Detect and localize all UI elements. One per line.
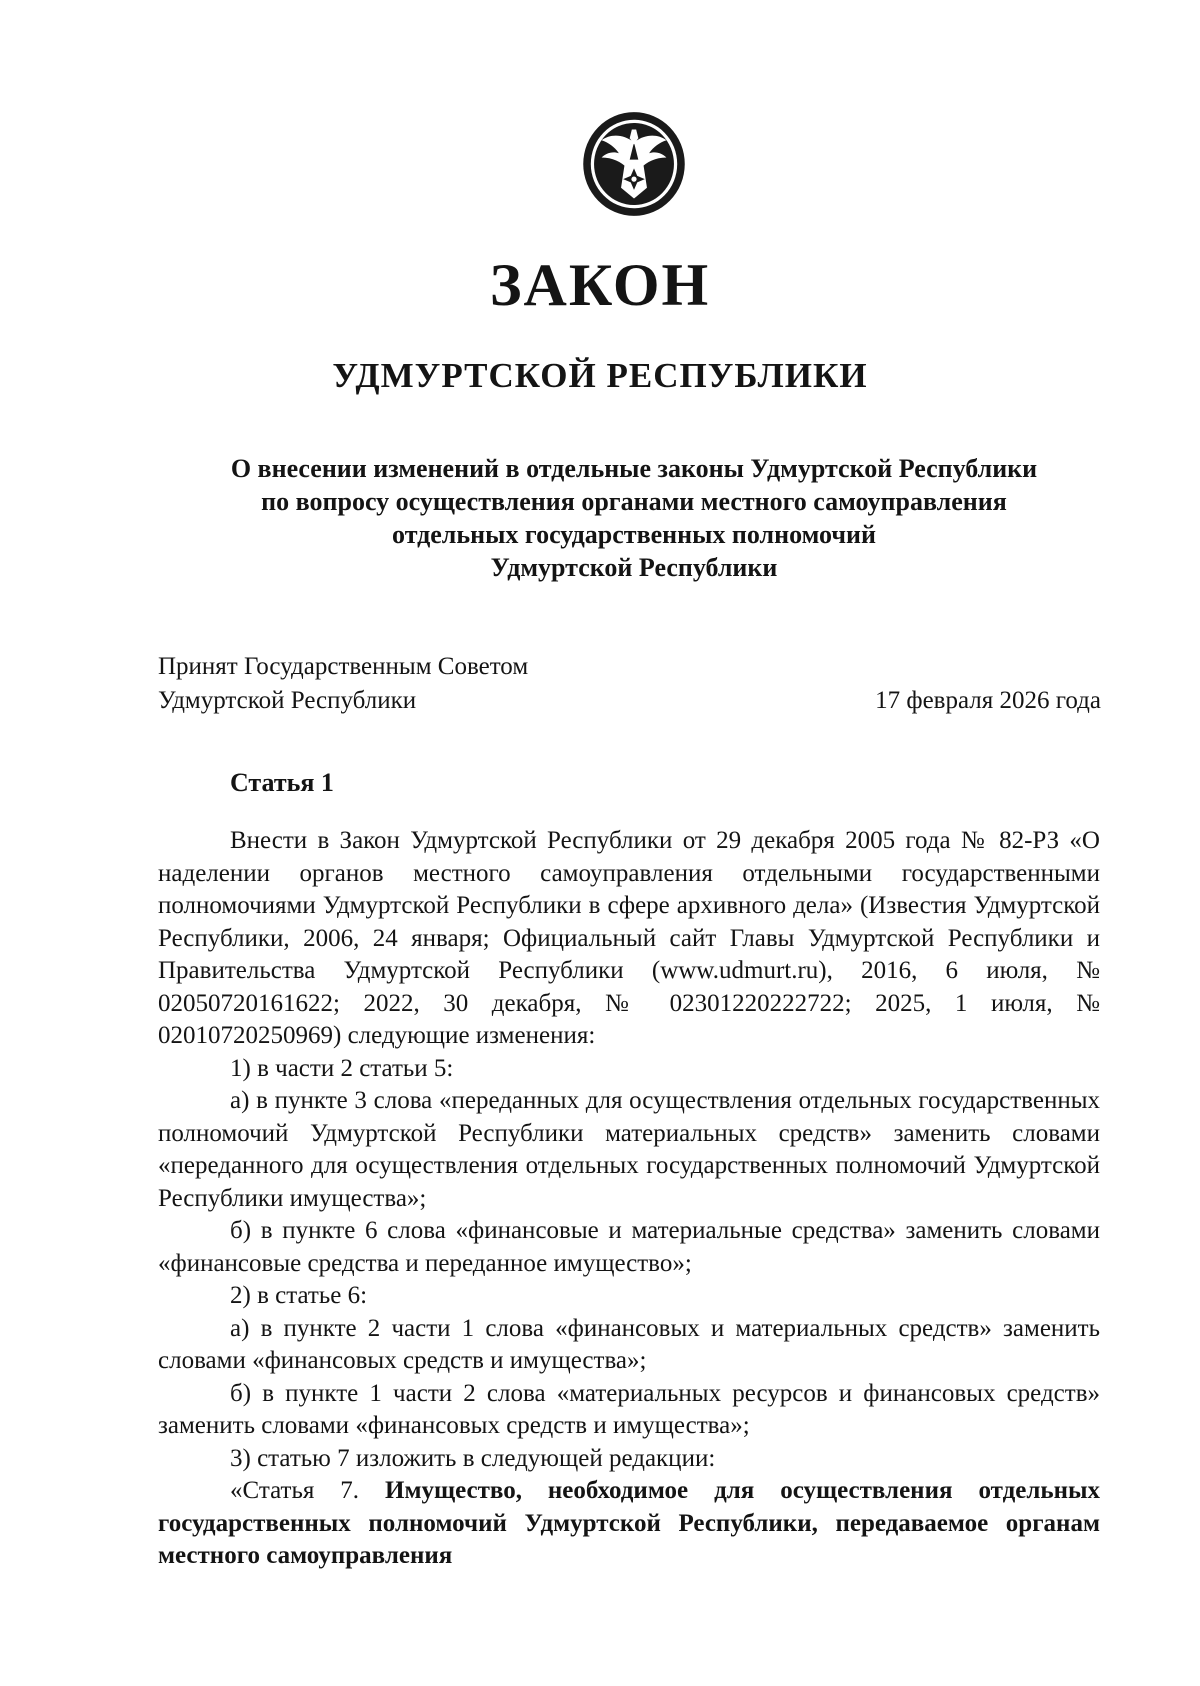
paragraph: а) в пункте 2 части 1 слова «финансовых и материальных средств» заменить словами «финансовых средств и имущества»; [158, 1314, 1100, 1374]
law-name-line: отдельных государственных полномочий [392, 520, 876, 549]
paragraph: 2) в статье 6: [230, 1282, 368, 1309]
adoption-line: Удмуртской Республики [158, 687, 417, 714]
document-subtitle: УДМУРТСКОЙ РЕСПУБЛИКИ [332, 356, 868, 395]
law-name-line: Удмуртской Республики [490, 553, 778, 582]
adoption-line: Принят Государственным Советом [158, 653, 529, 680]
law-name-line: по вопросу осуществления органами местного самоуправления [261, 487, 1007, 516]
paragraph: 1) в части 2 статьи 5: [230, 1054, 454, 1082]
coat-of-arms-icon [580, 110, 688, 218]
adoption-date: 17 февраля 2026 года [875, 687, 1101, 714]
paragraph: б) в пункте 6 слова «финансовые и материальные средства» заменить словами «финансовые средства и переданное имущество»; [158, 1217, 1100, 1277]
paragraph: б) в пункте 1 части 2 слова «материальных ресурсов и финансовых средств» заменить словами «финансовых средств и имущества»; [158, 1379, 1100, 1439]
paragraph: Внести в Закон Удмуртской Республики от 29 декабря 2005 года № 82-РЗ «О наделении органов местного самоуправления отдельными государственными полномочиями Удмуртской Республики в сфере архивного дела» (Известия Удмуртской Республики, 2006, 24 января; Официальный сайт Главы Удмуртской Республики и Правительства Удмуртской Республики (www.udmurt.ru), 2016, 6 июля, № 02050720161622; 2022, 30 декабря, № 02301220222722; 2025, 1 июля, № 02010720250969) следующие изменения: [158, 827, 1100, 1049]
document-title: ЗАКОН [489, 252, 711, 318]
quote-bold-title: Имущество, необходимое для осуществления отдельных государственных полномочий Удмуртской Республики, передаваемое органам местного самоуправления [158, 1477, 1100, 1569]
article-heading: Статья 1 [230, 768, 334, 797]
quote-prefix: «Статья 7. [230, 1477, 386, 1504]
article-body [158, 825, 1100, 1573]
quoted-article-title [158, 1475, 1100, 1573]
law-name [150, 452, 1118, 584]
paragraph: 3) статью 7 изложить в следующей редакции: [230, 1444, 716, 1472]
adoption-info [158, 650, 528, 718]
paragraph: а) в пункте 3 слова «переданных для осуществления отдельных государственных полномочий Удмуртской Республики материальных средств» заменить словами «переданного для осуществления отдельных государственных полномочий Удмуртской Республики имущества»; [158, 1087, 1100, 1212]
law-name-line: О внесении изменений в отдельные законы Удмуртской Республики [230, 454, 1038, 483]
